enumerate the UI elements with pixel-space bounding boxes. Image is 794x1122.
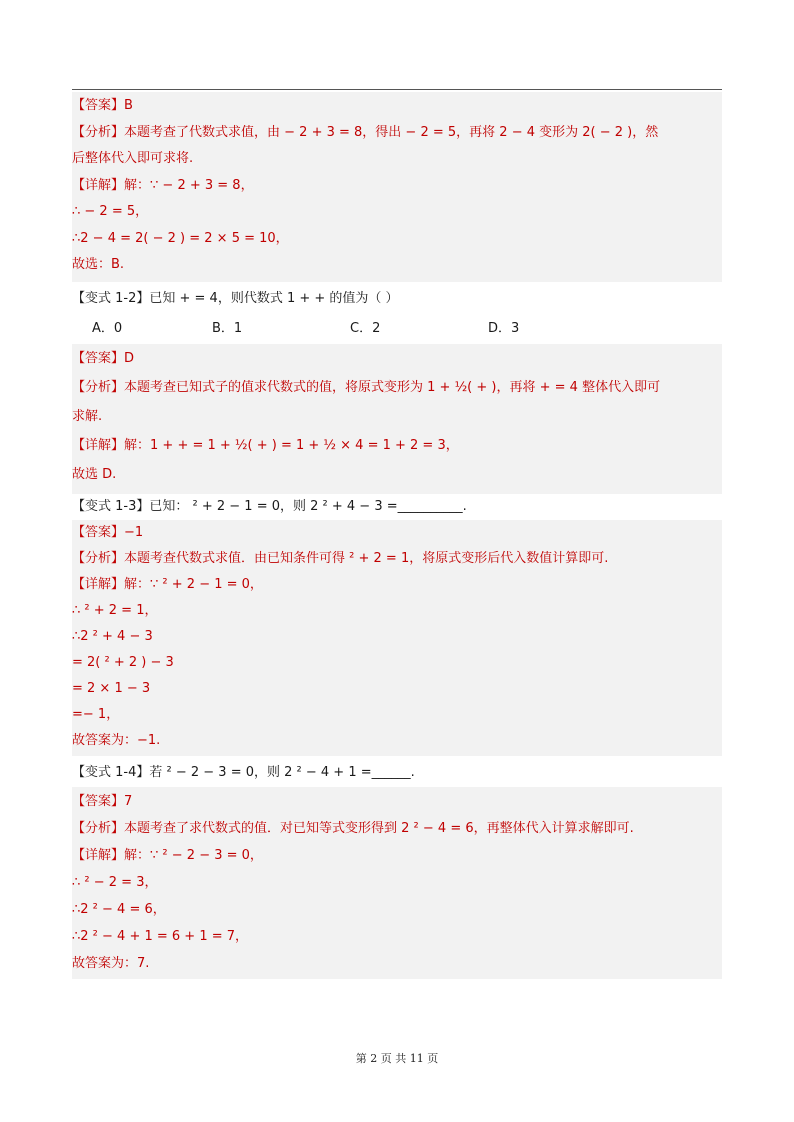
answer-line — [72, 702, 119, 728]
option-b: B．1 — [212, 321, 243, 336]
line-text: ∴ ² + 2 = 1， — [72, 603, 158, 618]
line-text: ∴2 ² − 4 = 6， — [72, 902, 166, 917]
option-d: D．3 — [488, 321, 520, 336]
answer-line — [72, 598, 157, 624]
section-tag: 【答案】 — [72, 525, 125, 540]
answer-line — [72, 346, 134, 372]
line-text: = 2( ² + 2 ) − 3 — [72, 655, 174, 670]
answer-line — [72, 650, 174, 676]
line-text: 故选 D. — [72, 467, 117, 482]
question-tag: 【变式 1-2】 — [72, 291, 150, 306]
answer-line — [72, 624, 153, 650]
line-text: 后整体代入即可求将. — [72, 151, 194, 166]
answer-line — [72, 870, 157, 896]
line-text: 解：∵ ² + 2 − 1 = 0， — [124, 577, 263, 592]
answer-line — [72, 789, 132, 815]
section-tag: 【分析】 — [72, 380, 125, 395]
header-rule — [72, 89, 722, 90]
answer-line — [72, 572, 263, 598]
question-text: 已知 + = 4，则代数式 1 + + 的值为（ ） — [149, 291, 399, 306]
answer-line — [72, 520, 143, 546]
option-c: C．2 — [350, 321, 381, 336]
line-text: 故答案为：7. — [72, 956, 150, 971]
page-footer: 第 2 页 共 11 页 — [355, 1052, 439, 1065]
answer-line — [72, 924, 248, 950]
question-1-2 — [72, 286, 399, 312]
section-tag: 【详解】 — [72, 848, 125, 863]
line-text: ∴ − 2 = 5， — [72, 204, 149, 219]
line-text: ∴ ² − 2 = 3， — [72, 875, 158, 890]
answer-line — [72, 546, 608, 572]
line-text: 解：1 + + = 1 + ½( + ) = 1 + ½ × 4 = 1 + 2 = 3， — [124, 438, 459, 453]
section-tag: 【详解】 — [72, 577, 125, 592]
answer-line — [72, 816, 634, 842]
line-text: = 2 × 1 − 3 — [72, 681, 151, 696]
answer-block-4 — [72, 787, 722, 979]
line-text: 解：∵ − 2 + 3 = 8， — [124, 177, 254, 193]
answer-line — [72, 843, 263, 869]
answer-line — [72, 146, 193, 172]
answer-line — [72, 404, 102, 430]
question-tag: 【变式 1-3】 — [72, 499, 150, 514]
question-tag: 【变式 1-4】 — [72, 765, 150, 780]
answer-line — [72, 375, 660, 401]
answer-line — [72, 676, 150, 702]
question-1-3 — [72, 494, 467, 520]
line-text: −1 — [124, 525, 144, 540]
question-1-4 — [72, 760, 415, 786]
section-tag: 【答案】 — [72, 794, 125, 809]
section-tag: 【答案】 — [72, 98, 125, 113]
section-tag: 【分析】 — [72, 124, 125, 140]
question-text: 已知： ² + 2 − 1 = 0，则 2 ² + 4 − 3 =__________. — [149, 499, 467, 514]
answer-block-2 — [72, 344, 722, 494]
answer-line — [72, 433, 459, 459]
line-text: D — [124, 351, 135, 366]
answer-line — [72, 199, 148, 225]
line-text: B — [124, 98, 133, 113]
line-text: ∴2 − 4 = 2( − 2 ) = 2 × 5 = 10， — [72, 230, 289, 246]
line-text: ∴2 ² + 4 − 3 — [72, 629, 153, 644]
answer-line — [72, 951, 149, 977]
answer-line — [72, 728, 160, 754]
section-tag: 【分析】 — [72, 551, 125, 566]
answer-line — [72, 252, 124, 278]
answer-block-3 — [72, 520, 722, 756]
line-text: 故答案为：−1. — [72, 733, 161, 748]
section-tag: 【详解】 — [72, 438, 125, 453]
answer-line — [72, 173, 254, 199]
answer-line — [72, 93, 133, 119]
line-text: 本题考查代数式求值．由已知条件可得 ² + 2 = 1，将原式变形后代入数值计算即可. — [124, 551, 609, 566]
section-tag: 【分析】 — [72, 821, 125, 836]
section-tag: 【详解】 — [72, 177, 125, 193]
answer-line — [72, 226, 289, 252]
question-text: 若 ² − 2 − 3 = 0，则 2 ² − 4 + 1 =______. — [149, 765, 415, 780]
answer-line — [72, 897, 166, 923]
line-text: 7 — [124, 794, 133, 809]
line-text: 解：∵ ² − 2 − 3 = 0， — [124, 848, 263, 863]
line-text: 故选：B. — [72, 257, 125, 272]
answer-line — [72, 462, 116, 488]
line-text: 本题考查了代数式求值，由 − 2 + 3 = 8，得出 − 2 = 5，再将 2 − 4 变形为 2( − 2 )，然 — [124, 124, 659, 140]
line-text: ∴2 ² − 4 + 1 = 6 + 1 = 7， — [72, 929, 249, 944]
option-a: A．0 — [92, 321, 123, 336]
answer-block-1 — [72, 92, 722, 282]
line-text: 本题考查已知式子的值求代数式的值，将原式变形为 1 + ½( + )，再将 + = 4 整体代入即可 — [124, 380, 661, 395]
line-text: 求解. — [72, 409, 103, 424]
section-tag: 【答案】 — [72, 351, 125, 366]
line-text: 本题考查了求代数式的值．对已知等式变形得到 2 ² − 4 = 6，再整体代入计算求解即可. — [124, 821, 634, 836]
line-text: =− 1， — [72, 707, 120, 722]
answer-line — [72, 120, 658, 146]
